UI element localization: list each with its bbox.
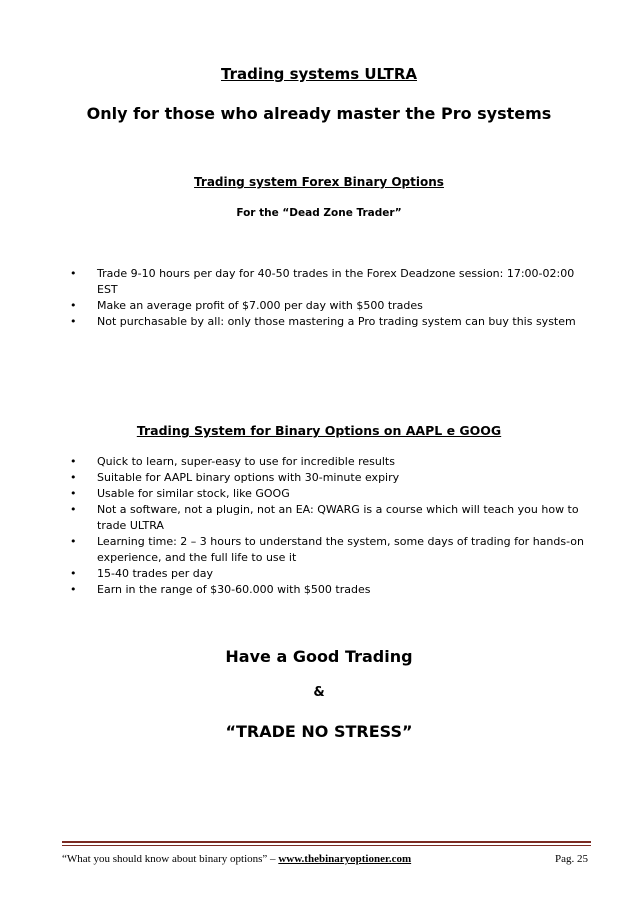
list-item <box>70 266 590 298</box>
list-item-text: Not purchasable by all: only those mastering a Pro trading system can buy this system <box>97 315 576 328</box>
list-item <box>70 502 590 534</box>
system2-bullet-list <box>70 454 590 598</box>
footer-caption: “What you should know about binary options” – <box>62 853 279 865</box>
page-title: Trading systems ULTRA <box>220 65 418 83</box>
list-item <box>70 454 590 470</box>
list-item-text: Suitable for AAPL binary options with 30-minute expiry <box>97 471 400 484</box>
bullet-icon: • <box>70 503 77 516</box>
bullet-icon: • <box>70 299 77 312</box>
footer-website-link[interactable]: www.thebinaryoptioner.com <box>278 853 412 865</box>
closing-ampersand: & <box>313 685 325 700</box>
system1-subtitle: For the “Dead Zone Trader” <box>236 207 402 219</box>
list-item <box>70 298 590 314</box>
list-item-text: 15-40 trades per day <box>97 567 214 580</box>
list-item <box>70 486 590 502</box>
bullet-icon: • <box>70 487 77 500</box>
bullet-icon: • <box>70 471 77 484</box>
closing-line: Have a Good Trading <box>225 647 413 666</box>
list-item-text: Earn in the range of $30-60.000 with $500 trades <box>97 583 371 596</box>
list-item-text: Make an average profit of $7.000 per day with $500 trades <box>97 299 423 312</box>
bullet-icon: • <box>70 267 77 280</box>
footer-divider-thick <box>62 841 591 843</box>
list-item-text: Learning time: 2 – 3 hours to understand the system, some days of trading for hands-on experience, and the full life to use it <box>97 535 584 564</box>
bullet-icon: • <box>70 535 77 548</box>
system1-title: Trading system Forex Binary Options <box>194 175 444 189</box>
footer-text <box>62 853 411 865</box>
system2-title: Trading System for Binary Options on AAPL e GOOG <box>136 423 502 438</box>
page-number: Pag. 25 <box>555 853 588 865</box>
system1-bullet-list <box>70 266 590 330</box>
bullet-icon: • <box>70 455 77 468</box>
list-item <box>70 566 590 582</box>
bullet-icon: • <box>70 583 77 596</box>
list-item-text: Usable for similar stock, like GOOG <box>97 487 290 500</box>
list-item <box>70 582 590 598</box>
page-subtitle: Only for those who already master the Pro systems <box>86 104 552 123</box>
list-item <box>70 314 590 330</box>
bullet-icon: • <box>70 315 77 328</box>
list-item-text: Trade 9-10 hours per day for 40-50 trades in the Forex Deadzone session: 17:00-02:00 EST <box>97 267 575 296</box>
list-item <box>70 534 590 566</box>
bullet-icon: • <box>70 567 77 580</box>
footer-divider-thin <box>62 845 591 846</box>
closing-slogan: “TRADE NO STRESS” <box>225 722 413 741</box>
list-item-text: Quick to learn, super-easy to use for incredible results <box>97 455 395 468</box>
list-item-text: Not a software, not a plugin, not an EA: QWARG is a course which will teach you how to trade ULTRA <box>97 503 579 532</box>
list-item <box>70 470 590 486</box>
